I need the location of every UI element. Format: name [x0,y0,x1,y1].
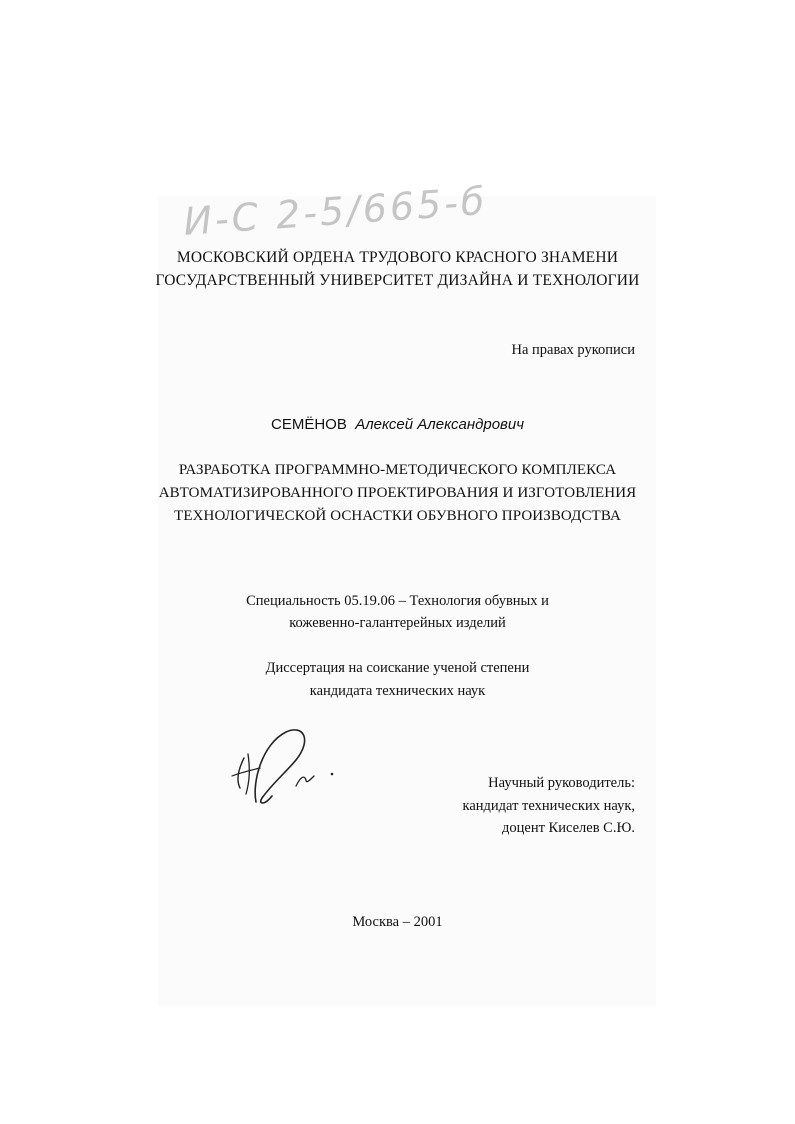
degree-line1: Диссертация на соискание ученой степени [265,660,530,676]
specialty-line2: кожевенно-галантерейных изделий [289,615,506,631]
thesis-title-line3: ТЕХНОЛОГИЧЕСКОЙ ОСНАСТКИ ОБУВНОГО ПРОИЗВОДСТВА [174,508,621,524]
city-and-year: Москва – 2001 [352,914,443,930]
author-name [0,417,795,432]
degree-line2: кандидата технических наук [309,683,486,699]
library-stamp-text: И-С 2-5/665-б [182,178,489,244]
handwritten-signature [226,718,346,818]
specialty-line1: Специальность 05.19.06 – Технология обувных и [246,593,549,609]
university-name-line1: МОСКОВСКИЙ ОРДЕНА ТРУДОВОГО КРАСНОГО ЗНАМЕНИ [176,249,619,266]
supervisor-label: Научный руководитель: [488,775,635,791]
thesis-title-line2: АВТОМАТИЗИРОВАННОГО ПРОЕКТИРОВАНИЯ И ИЗГОТОВЛЕНИЯ [158,485,637,501]
author-given-names: Алексей Александрович [355,416,524,433]
manuscript-rights-note: На правах рукописи [511,342,635,358]
thesis-title-line1: РАЗРАБОТКА ПРОГРАММНО-МЕТОДИЧЕСКОГО КОМПЛЕКСА [178,462,617,478]
supervisor-degree: кандидат технических наук, [462,798,635,814]
author-surname: СЕМЁНОВ [270,416,347,433]
university-name-line2: ГОСУДАРСТВЕННЫЙ УНИВЕРСИТЕТ ДИЗАЙНА И ТЕХНОЛОГИИ [155,272,640,289]
supervisor-name: доцент Киселев С.Ю. [502,820,635,836]
